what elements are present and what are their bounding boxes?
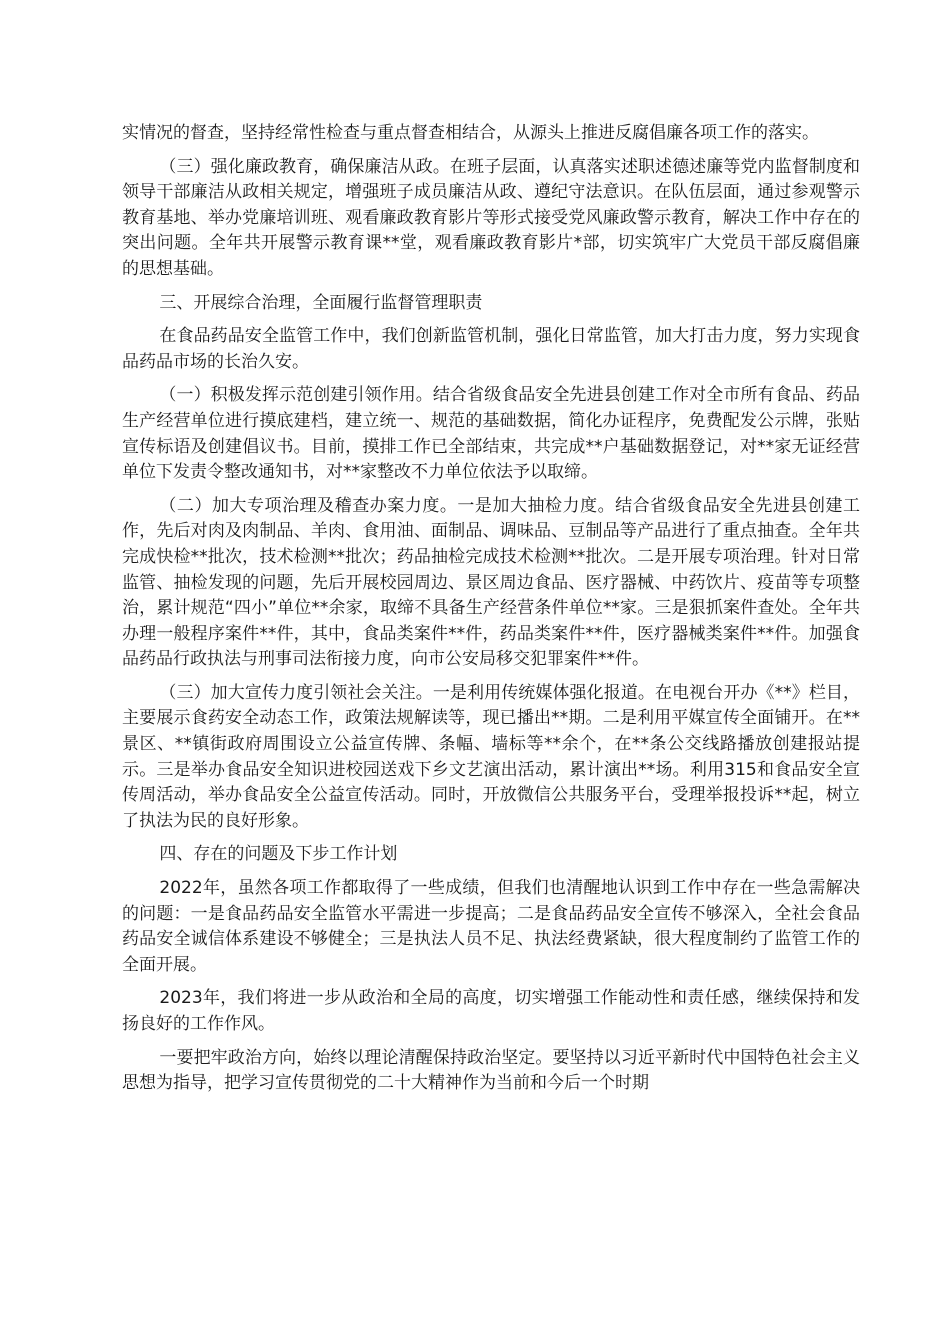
paragraph-problems: 2022年，虽然各项工作都取得了一些成绩，但我们也清醒地认识到工作中存在一些急需解决的问题：一是食品药品安全监管水平需进一步提高；二是食品药品安全宣传不够深入，全社会食品药品安全诚信体系建设不够健全；三是执法人员不足、执法经费紧缺，很大程度制约了监管工作的全面开展。 bbox=[122, 878, 860, 975]
paragraph-intro: 在食品药品安全监管工作中，我们创新监管机制，强化日常监管，加大打击力度，努力实现食品药品市场的长治久安。 bbox=[122, 326, 860, 372]
section-heading-4: 四、存在的问题及下步工作计划 bbox=[159, 844, 398, 865]
paragraph-plan-2023: 2023年，我们将进一步从政治和全局的高度，切实增强工作能动性和责任感，继续保持和发扬良好的工作作风。 bbox=[122, 988, 860, 1034]
paragraph-political-direction: 一要把牢政治方向，始终以理论清醒保持政治坚定。要坚持以习近平新时代中国特色社会主义思想为指导，把学习宣传贯彻党的二十大精神作为当前和今后一个时期 bbox=[122, 1047, 860, 1094]
paragraph-continuation: 实情况的督查，坚持经常性检查与重点督查相结合，从源头上推进反腐倡廉各项工作的落实。 bbox=[122, 123, 819, 143]
section-heading-3: 三、开展综合治理，全面履行监督管理职责 bbox=[159, 292, 483, 313]
paragraph-special-governance: （二）加大专项治理及稽查办案力度。一是加大抽检力度。结合省级食品安全先进县创建工作，先后对肉及肉制品、羊肉、食用油、面制品、调味品、豆制品等产品进行了重点抽查。全年共完成快检**批次，技术检测**批次；药品抽检完成技术检测**批次。二是开展专项治理。针对日常监管、抽检发现的问题，先后开展校园周边、景区周边食品、医疗器械、中药饮片、疫苗等专项整治，累计规范“四小”单位**余家，取缔不具备生产经营条件单位**家。三是狠抓案件查处。全年共办理一般程序案件**件，其中，食品类案件**件，药品类案件**件，医疗器械类案件**件。加强食品药品行政执法与刑事司法衔接力度，向市公安局移交犯罪案件**件。 bbox=[122, 495, 860, 670]
document-body bbox=[122, 121, 860, 1105]
paragraph-education: （三）强化廉政教育，确保廉洁从政。在班子层面，认真落实述职述德述廉等党内监督制度和领导干部廉洁从政相关规定，增强班子成员廉洁从政、遵纪守法意识。在队伍层面，通过参观警示教育基地、举办党廉培训班、观看廉政教育影片等形式接受党风廉政警示教育，解决工作中存在的突出问题。全年共开展警示教育课**堂，观看廉政教育影片*部，切实筑牢广大党员干部反腐倡廉的思想基础。 bbox=[122, 156, 860, 279]
paragraph-demonstration: （一）积极发挥示范创建引领作用。结合省级食品安全先进县创建工作对全市所有食品、药品生产经营单位进行摸底建档，建立统一、规范的基础数据，简化办证程序，免费配发公示牌，张贴宣传标语及创建倡议书。目前，摸排工作已全部结束，共完成**户基础数据登记，对**家无证经营单位下发责令整改通知书，对**家整改不力单位依法予以取缔。 bbox=[122, 385, 860, 483]
paragraph-publicity: （三）加大宣传力度引领社会关注。一是利用传统媒体强化报道。在电视台开办《**》栏目，主要展示食药安全动态工作，政策法规解读等，现已播出**期。二是利用平媒宣传全面铺开。在**景区、**镇街政府周围设立公益宣传牌、条幅、墙标等**余个，在**条公交线路播放创建报站提示。三是举办食品安全知识进校园送戏下乡文艺演出活动，累计演出**场。利用315和食品安全宣传周活动，举办食品安全公益宣传活动。同时，开放微信公共服务平台，受理举报投诉**起，树立了执法为民的良好形象。 bbox=[122, 682, 860, 831]
